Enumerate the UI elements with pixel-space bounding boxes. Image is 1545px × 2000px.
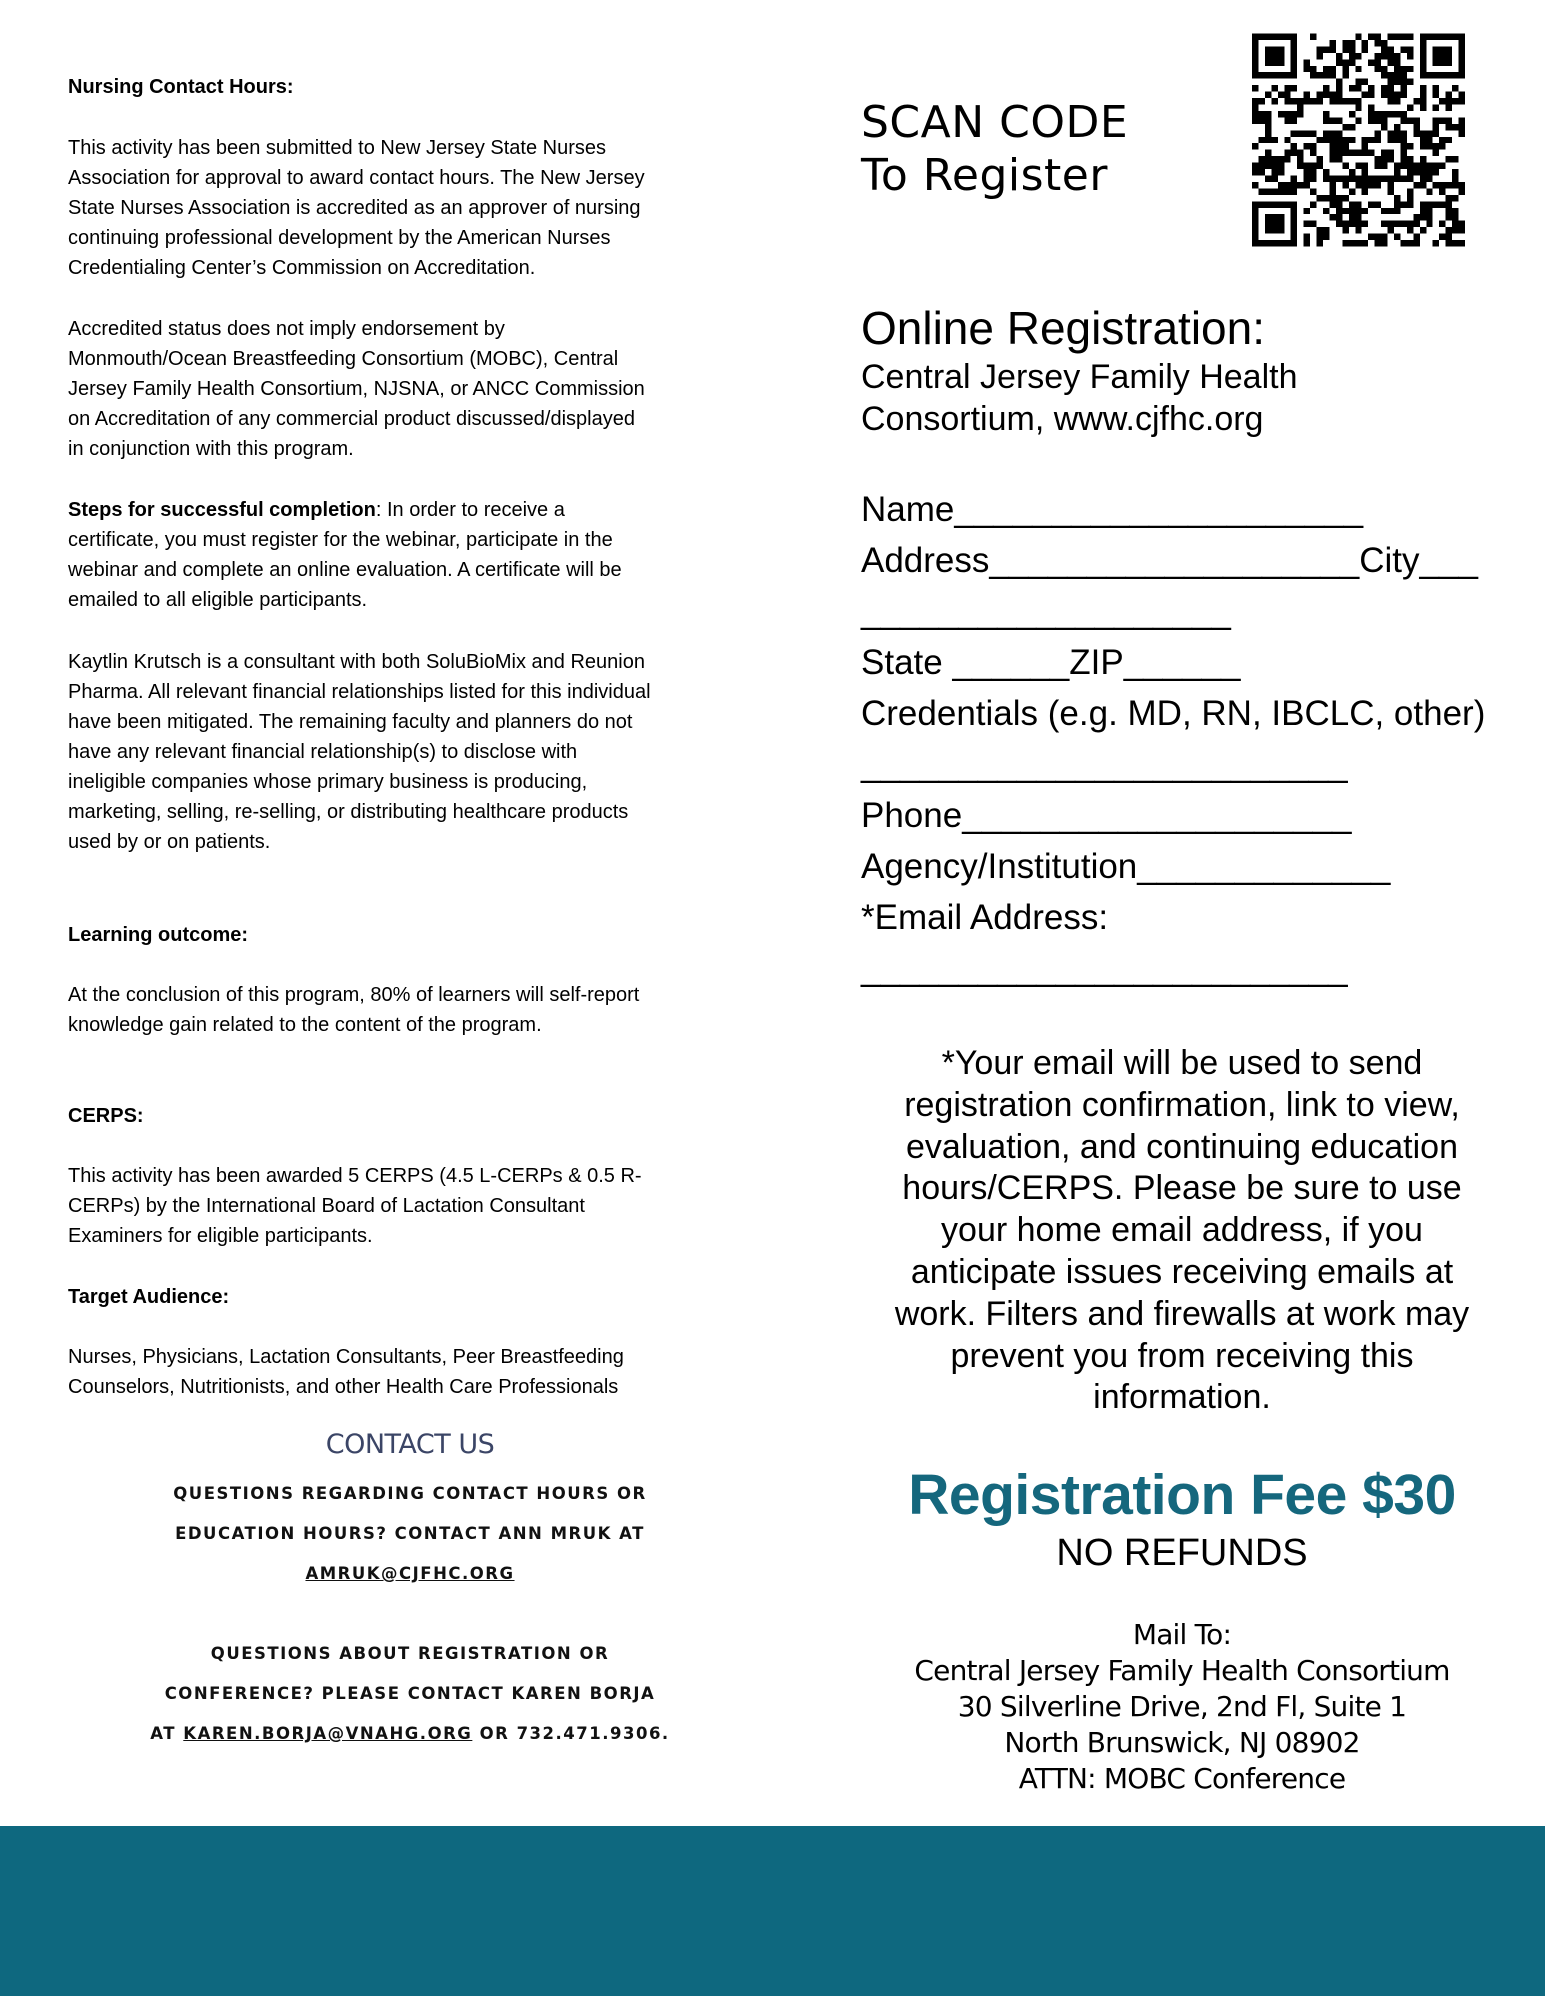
name-field[interactable]: Name_____________________ [861, 490, 1364, 529]
text-line: on Accreditation of any commercial product discussed/displayed [68, 408, 635, 430]
footer-band [0, 1826, 1545, 1996]
cerps-heading: CERPS: [68, 1105, 144, 1127]
text-line: Nurses, Physicians, Lactation Consultants, Peer Breastfeeding [68, 1346, 624, 1368]
phone-field[interactable]: Phone____________________ [861, 796, 1352, 835]
learning-section [68, 920, 808, 950]
text-line: Kaytlin Krutsch is a consultant with both SoluBioMix and Reunion [68, 651, 645, 673]
text-line: Accredited status does not imply endorsement by [68, 318, 505, 340]
contact-title: CONTACT US [325, 1429, 495, 1460]
text-line: emailed to all eligible participants. [68, 589, 368, 611]
credentials-label: Credentials (e.g. MD, RN, IBCLC, other) [861, 694, 1486, 733]
registration-org-url: Consortium, www.cjfhc.org [861, 400, 1264, 438]
no-refunds: NO REFUNDS [1056, 1532, 1308, 1574]
text-line: marketing, selling, re-selling, or distributing healthcare products [68, 801, 629, 823]
email-label: *Email Address: [861, 898, 1109, 937]
text-line: continuing professional development by the American Nurses [68, 227, 611, 249]
steps-label: Steps for successful completion [68, 499, 376, 521]
note-line: information. [1093, 1378, 1271, 1417]
qr-code-icon[interactable] [1252, 33, 1465, 247]
mail-city: North Brunswick, NJ 08902 [1004, 1726, 1360, 1759]
email-field[interactable]: _________________________ [861, 949, 1348, 988]
note-line: registration confirmation, link to view, [904, 1085, 1460, 1124]
text-line: State Nurses Association is accredited as an approver of nursing [68, 197, 641, 219]
text-line: certificate, you must register for the webinar, participate in the [68, 529, 613, 551]
address-city-field[interactable]: Address___________________City___ [861, 541, 1478, 580]
learning-heading: Learning outcome: [68, 924, 249, 946]
scan-code-label [861, 96, 1128, 202]
note-line: anticipate issues receiving emails at [910, 1252, 1454, 1291]
disclosure-text [68, 647, 808, 857]
scan-line-1: SCAN CODE [861, 97, 1129, 148]
email-note [862, 1043, 1502, 1419]
contact-line: QUESTIONS REGARDING CONTACT HOURS OR [173, 1484, 647, 1503]
text-line: : In order to receive a [375, 499, 565, 521]
text-line: Jersey Family Health Consortium, NJSNA, or ANCC Commission [68, 378, 645, 400]
audience-section [68, 1282, 808, 1312]
contact-line: EDUCATION HOURS? CONTACT ANN MRUK AT [175, 1524, 645, 1543]
text-line: Credentialing Center’s Commission on Accreditation. [68, 257, 536, 279]
email-link-karen[interactable]: KAREN.BORJA@VNAHG.ORG [183, 1724, 473, 1743]
text-line: used by or on patients. [68, 831, 271, 853]
text-line: knowledge gain related to the content of the program. [68, 1014, 542, 1036]
note-line: work. Filters and firewalls at work may [894, 1294, 1470, 1333]
registration-fee: Registration Fee $30 [908, 1463, 1456, 1527]
qr-modules [1252, 34, 1465, 247]
text-line: Pharma. All relevant financial relationships listed for this individual [68, 681, 651, 703]
online-registration [861, 300, 1541, 440]
nursing-text [68, 133, 808, 283]
nursing-heading: Nursing Contact Hours: [68, 76, 294, 98]
text-line: Examiners for eligible participants. [68, 1225, 373, 1247]
text-line: webinar and complete an online evaluation. A certificate will be [68, 559, 622, 581]
mail-org: Central Jersey Family Health Consortium [914, 1654, 1450, 1687]
registration-org-line: Central Jersey Family Health [861, 358, 1298, 396]
steps-section [68, 495, 808, 615]
text-line: have any relevant financial relationship(s) to disclose with [68, 741, 578, 763]
cerps-section [68, 1101, 808, 1131]
contact-line: CONFERENCE? PLEASE CONTACT KAREN BORJA [164, 1684, 656, 1703]
learning-text [68, 980, 808, 1040]
note-line: *Your email will be used to send [941, 1044, 1423, 1082]
note-line: evaluation, and continuing education [906, 1127, 1458, 1166]
audience-heading: Target Audience: [68, 1286, 230, 1308]
contact-section [90, 1428, 730, 1754]
text-line: in conjunction with this program. [68, 438, 354, 460]
agency-field[interactable]: Agency/Institution_____________ [861, 847, 1391, 886]
note-line: hours/CERPS. Please be sure to use [902, 1169, 1462, 1208]
text-line: Monmouth/Ocean Breastfeeding Consortium (MOBC), Central [68, 348, 619, 370]
scan-line-2: To Register [861, 150, 1108, 201]
contact-line: QUESTIONS ABOUT REGISTRATION OR [210, 1644, 610, 1663]
text-line: Association for approval to award contact hours. The New Jersey [68, 167, 645, 189]
registration-heading: Online Registration: [861, 302, 1265, 354]
note-line: your home email address, if you [941, 1211, 1423, 1250]
state-zip-field[interactable]: State ______ZIP______ [861, 643, 1241, 682]
accredited-text [68, 314, 808, 464]
nursing-section [68, 72, 808, 102]
text-line: CERPs) by the International Board of Lactation Consultant [68, 1195, 585, 1217]
note-line: prevent you from receiving this [950, 1336, 1414, 1375]
address-continuation-field[interactable]: ___________________ [861, 592, 1231, 631]
mail-street: 30 Silverline Drive, 2nd Fl, Suite 1 [957, 1690, 1407, 1723]
text-line: This activity has been submitted to New Jersey State Nurses [68, 137, 607, 159]
audience-text [68, 1342, 808, 1402]
text-line: At the conclusion of this program, 80% of learners will self-report [68, 984, 640, 1006]
cerps-text [68, 1161, 808, 1251]
contact-prefix: AT [150, 1724, 184, 1743]
text-line: have been mitigated. The remaining faculty and planners do not [68, 711, 633, 733]
email-link-amruk[interactable]: AMRUK@CJFHC.ORG [305, 1564, 515, 1583]
contact-phone: OR 732.471.9306. [472, 1724, 670, 1743]
mail-attn: ATTN: MOBC Conference [1018, 1762, 1346, 1795]
text-line: Counselors, Nutritionists, and other Health Care Professionals [68, 1376, 619, 1398]
text-line: This activity has been awarded 5 CERPS (4.5 L-CERPs & 0.5 R- [68, 1165, 642, 1187]
mailing-address [842, 1617, 1522, 1797]
text-line: ineligible companies whose primary business is producing, [68, 771, 588, 793]
mail-label: Mail To: [1132, 1618, 1232, 1651]
credentials-field[interactable]: _________________________ [861, 745, 1348, 784]
